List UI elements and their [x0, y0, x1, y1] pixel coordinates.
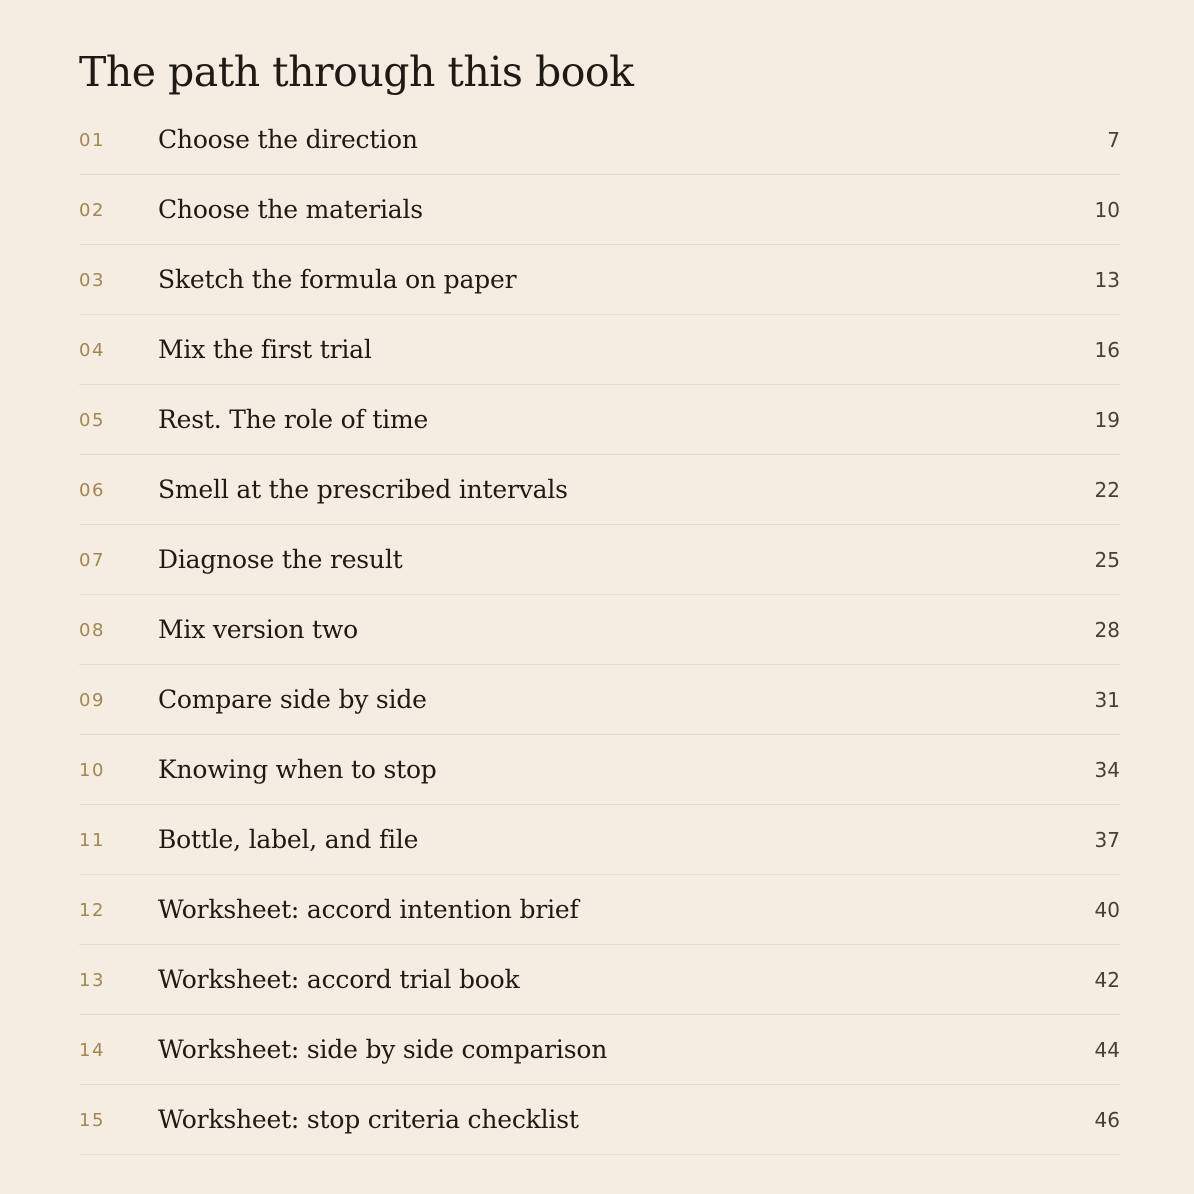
page-number: 46	[1094, 1107, 1120, 1132]
chapter-title[interactable]: Mix version two	[158, 615, 358, 644]
page-number: 10	[1094, 197, 1120, 222]
page-title: The path through this book	[79, 48, 634, 96]
chapter-title[interactable]: Smell at the prescribed intervals	[158, 475, 568, 504]
toc-entry[interactable]	[79, 315, 1120, 385]
chapter-title[interactable]: Mix the first trial	[158, 335, 372, 364]
chapter-number: 10	[79, 760, 105, 781]
toc-entry[interactable]	[79, 945, 1120, 1015]
toc-entry[interactable]	[79, 525, 1120, 595]
chapter-title[interactable]: Worksheet: accord intention brief	[158, 895, 579, 924]
chapter-number: 13	[79, 970, 105, 991]
table-of-contents	[79, 105, 1120, 1155]
chapter-number: 09	[79, 690, 105, 711]
toc-entry[interactable]	[79, 105, 1120, 175]
chapter-number: 02	[79, 200, 105, 221]
chapter-title[interactable]: Choose the materials	[158, 195, 423, 224]
toc-entry[interactable]	[79, 735, 1120, 805]
page-number: 42	[1094, 967, 1120, 992]
page-number: 34	[1094, 757, 1120, 782]
chapter-number: 03	[79, 270, 105, 291]
page-number: 16	[1094, 337, 1120, 362]
page-number: 13	[1094, 267, 1120, 292]
chapter-title[interactable]: Diagnose the result	[158, 545, 403, 574]
toc-entry[interactable]	[79, 245, 1120, 315]
page-number: 25	[1094, 547, 1120, 572]
toc-entry[interactable]	[79, 875, 1120, 945]
page-number: 37	[1094, 827, 1120, 852]
chapter-title[interactable]: Knowing when to stop	[158, 755, 437, 784]
chapter-number: 14	[79, 1040, 105, 1061]
chapter-title[interactable]: Compare side by side	[158, 685, 427, 714]
toc-entry[interactable]	[79, 665, 1120, 735]
chapter-number: 15	[79, 1110, 105, 1131]
toc-entry[interactable]	[79, 175, 1120, 245]
toc-entry[interactable]	[79, 805, 1120, 875]
toc-entry[interactable]	[79, 385, 1120, 455]
page-number: 7	[1107, 127, 1120, 152]
chapter-number: 11	[79, 830, 105, 851]
chapter-title[interactable]: Worksheet: side by side comparison	[158, 1035, 608, 1064]
page-number: 31	[1094, 687, 1120, 712]
chapter-number: 05	[79, 410, 105, 431]
page-number: 22	[1094, 477, 1120, 502]
page-number: 44	[1094, 1037, 1120, 1062]
chapter-title[interactable]: Worksheet: stop criteria checklist	[158, 1105, 579, 1134]
chapter-number: 04	[79, 340, 105, 361]
toc-entry[interactable]	[79, 1015, 1120, 1085]
chapter-title[interactable]: Rest. The role of time	[158, 405, 429, 434]
chapter-number: 12	[79, 900, 105, 921]
chapter-title[interactable]: Choose the direction	[158, 125, 418, 154]
page-number: 19	[1094, 407, 1120, 432]
toc-entry[interactable]	[79, 1085, 1120, 1155]
page-number: 40	[1094, 897, 1120, 922]
page-number: 28	[1094, 617, 1120, 642]
chapter-number: 07	[79, 550, 105, 571]
chapter-title[interactable]: Worksheet: accord trial book	[158, 965, 520, 994]
toc-entry[interactable]	[79, 455, 1120, 525]
chapter-number: 01	[79, 130, 105, 151]
chapter-title[interactable]: Sketch the formula on paper	[158, 265, 517, 294]
toc-entry[interactable]	[79, 595, 1120, 665]
chapter-title[interactable]: Bottle, label, and file	[158, 825, 419, 854]
chapter-number: 06	[79, 480, 105, 501]
chapter-number: 08	[79, 620, 105, 641]
